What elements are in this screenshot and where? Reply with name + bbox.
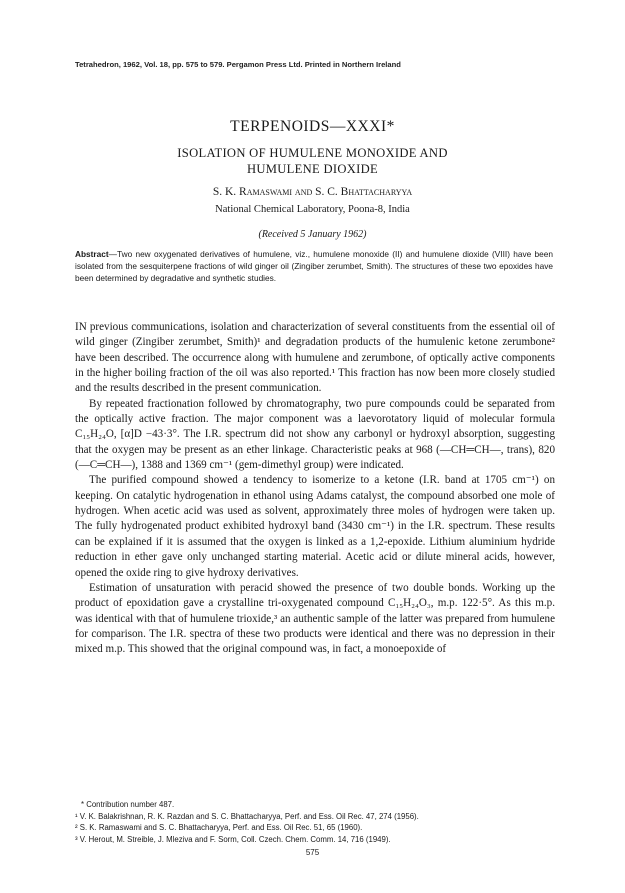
- footnote-1: ¹ V. K. Balakrishnan, R. K. Razdan and S. C. Bhattacharyya, Perf. and Ess. Oil Rec. 47, 274 (1956).: [75, 811, 419, 821]
- abstract-text: —Two new oxygenated derivatives of humulene, viz., humulene monoxide (II) and humulene dioxide (VIII) have been isolated from the sesquiterpene fractions of wild ginger oil (Zingiber zerumbet, Smith). The structures of these two epoxides have been determined by degradative and synthetic studies.: [75, 249, 553, 284]
- page-number: 575: [305, 848, 320, 857]
- paper-title: TERPENOIDS—XXXI*: [230, 118, 395, 135]
- footnote-2: ² S. K. Ramaswami and S. C. Bhattacharyya, Perf. and Ess. Oil Rec. 51, 65 (1960).: [75, 823, 363, 832]
- body-paragraph-4: Estimation of unsaturation with peracid showed the presence of two double bonds. Working up the product of epoxidation gave a crystalline tri-oxygenated compound C₁₅H₂₄O₃, m.p. 122·5°. As this m.p. was identical with that of humulene trioxide,³ an authentic sample of the latter was prepared from humulene for comparison. The I.R. spectra of these two products were identical and there was no depression in their mixed m.p. This showed that the original compound was, in fact, a monoepoxide of: [75, 581, 555, 656]
- body-paragraph-3: The purified compound showed a tendency to isomerize to a ketone (I.R. band at 1705 cm⁻¹) on keeping. On catalytic hydrogenation in ethanol using Adams catalyst, the compound absorbed one mole of hydrogen. When acetic acid was used as solvent, approximately three moles of hydrogen were taken up. The fully hydrogenated product exhibited hydroxyl band (3430 cm⁻¹) in the I.R. spectrum. These results can be explained if it is assumed that the oxygen is linked as a 1,2-epoxide. Lithium aluminium hydride reduction in ether gave only unchanged starting material. Acetic acid or dilute mineral acids, however, opened the oxide ring to give hydroxy derivatives.: [75, 474, 555, 579]
- footnote-contribution: * Contribution number 487.: [81, 800, 175, 809]
- subtitle-line-2: HUMULENE DIOXIDE: [246, 162, 379, 176]
- footnote-3: ³ V. Herout, M. Streible, J. Mleziva and F. Sorm, Coll. Czech. Chem. Comm. 14, 716 (1949).: [75, 834, 391, 844]
- abstract-lead: Abstract: [75, 249, 109, 259]
- abstract: [75, 248, 553, 285]
- body-text: [75, 320, 555, 658]
- body-paragraph-1: IN previous communications, isolation and characterization of several constituents from the essential oil of wild ginger (Zingiber zerumbet, Smith)¹ and degradation products of the humulenic ketone zerumbone² have been described. The occurrence along with humulene and zerumbone, of optically active components in the higher boiling fraction of the oil was also reported.¹ This fraction has now been more closely studied and the results described in the present communication.: [75, 321, 555, 395]
- footnotes: [75, 799, 555, 845]
- paper-subtitle: [0, 145, 625, 177]
- authors: S. K. Ramaswami and S. C. Bhattacharyya: [212, 186, 413, 198]
- body-paragraph-2: By repeated fractionation followed by chromatography, two pure compounds could be separated from the optically active fraction. The major component was a laevorotatory liquid of molecular formula C₁₅H₂₄O, [α]D −43·3°. The I.R. spectrum did not show any carbonyl or hydroxyl absorption, suggesting that the oxygen may be present as an ether linkage. Characteristic peaks at 968 (—CH═CH—, trans), 820 (—C═CH—), 1388 and 1369 cm⁻¹ (gem-dimethyl group) were indicated.: [75, 397, 555, 472]
- received-date: (Received 5 January 1962): [258, 229, 367, 240]
- journal-header: Tetrahedron, 1962, Vol. 18, pp. 575 to 579. Pergamon Press Ltd. Printed in Northern Ireland: [75, 60, 401, 69]
- subtitle-line-1: ISOLATION OF HUMULENE MONOXIDE AND: [177, 146, 448, 160]
- affiliation: National Chemical Laboratory, Poona-8, India: [215, 204, 410, 215]
